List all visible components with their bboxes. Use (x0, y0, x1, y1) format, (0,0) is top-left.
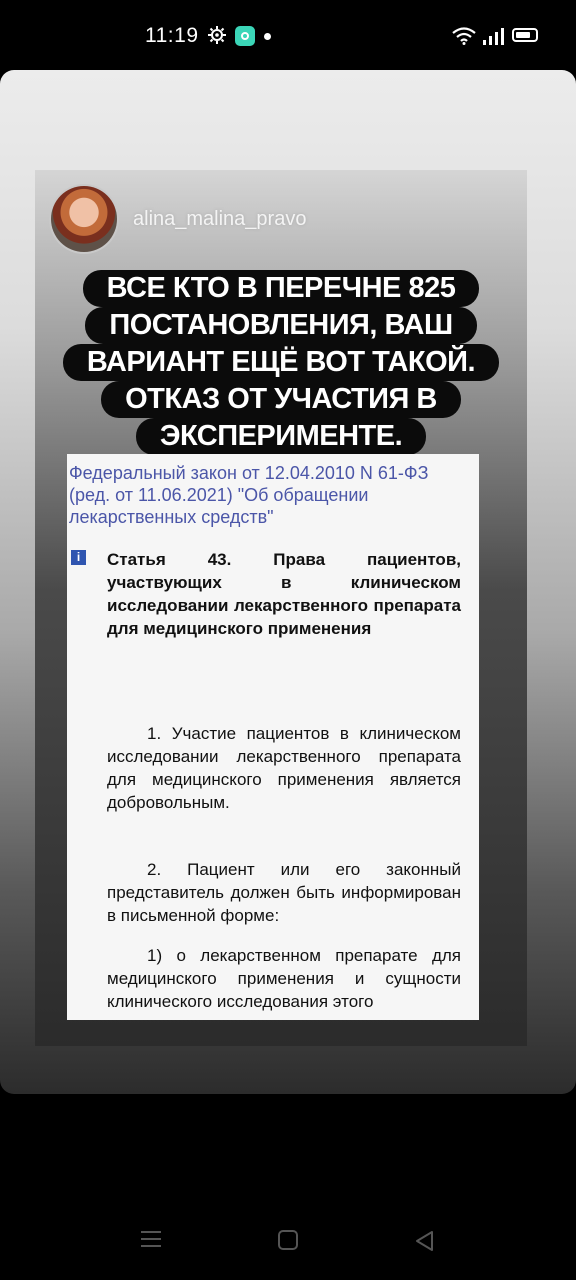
battery-icon (512, 28, 538, 42)
document-paragraph: 1) о лекарственном препарате для медицинского применения и сущности клинического исследования этого (107, 946, 461, 1011)
signal-icon (482, 27, 504, 45)
document-paragraph: 2. Пациент или его законный представитель должен быть информирован в письменной форме: (107, 860, 461, 925)
notification-dot-icon (264, 33, 271, 40)
username[interactable]: alina_malina_pravo (133, 208, 307, 230)
document-title: Федеральный закон от 12.04.2010 N 61-ФЗ (ред. от 11.06.2021) "Об обращении лекарственных средств" (69, 463, 429, 527)
home-icon[interactable] (278, 1230, 298, 1250)
status-time: 11:19 (145, 24, 199, 47)
headline-line: ПОСТАНОВЛЕНИЯ, ВАШ (85, 307, 476, 344)
headline (35, 270, 527, 455)
headline-line: ЭКСПЕРИМЕНТЕ. (136, 418, 426, 455)
wifi-icon (452, 27, 476, 45)
status-bar (0, 0, 576, 72)
document-screenshot (67, 454, 479, 1020)
app-badge-icon (235, 26, 255, 46)
headline-line: ВАРИАНТ ЕЩЁ ВОТ ТАКОЙ. (63, 344, 499, 381)
article-heading: Статья 43. Права пациентов, участвующих в клиническом исследовании лекарственного препарата для медицинского применения (107, 550, 461, 638)
gear-icon (208, 26, 226, 44)
info-icon: i (71, 550, 86, 565)
story-viewer[interactable] (0, 70, 576, 1094)
reposted-story (35, 170, 527, 1046)
menu-icon[interactable] (140, 1230, 162, 1248)
navigation-bar (0, 1200, 576, 1280)
avatar[interactable] (51, 186, 117, 252)
headline-line: ОТКАЗ ОТ УЧАСТИЯ В (101, 381, 461, 418)
headline-line: ВСЕ КТО В ПЕРЕЧНЕ 825 (83, 270, 480, 307)
document-paragraph: 1. Участие пациентов в клиническом исследовании лекарственного препарата для медицинского применения является добровольным. (107, 724, 461, 812)
back-icon[interactable] (414, 1230, 434, 1252)
